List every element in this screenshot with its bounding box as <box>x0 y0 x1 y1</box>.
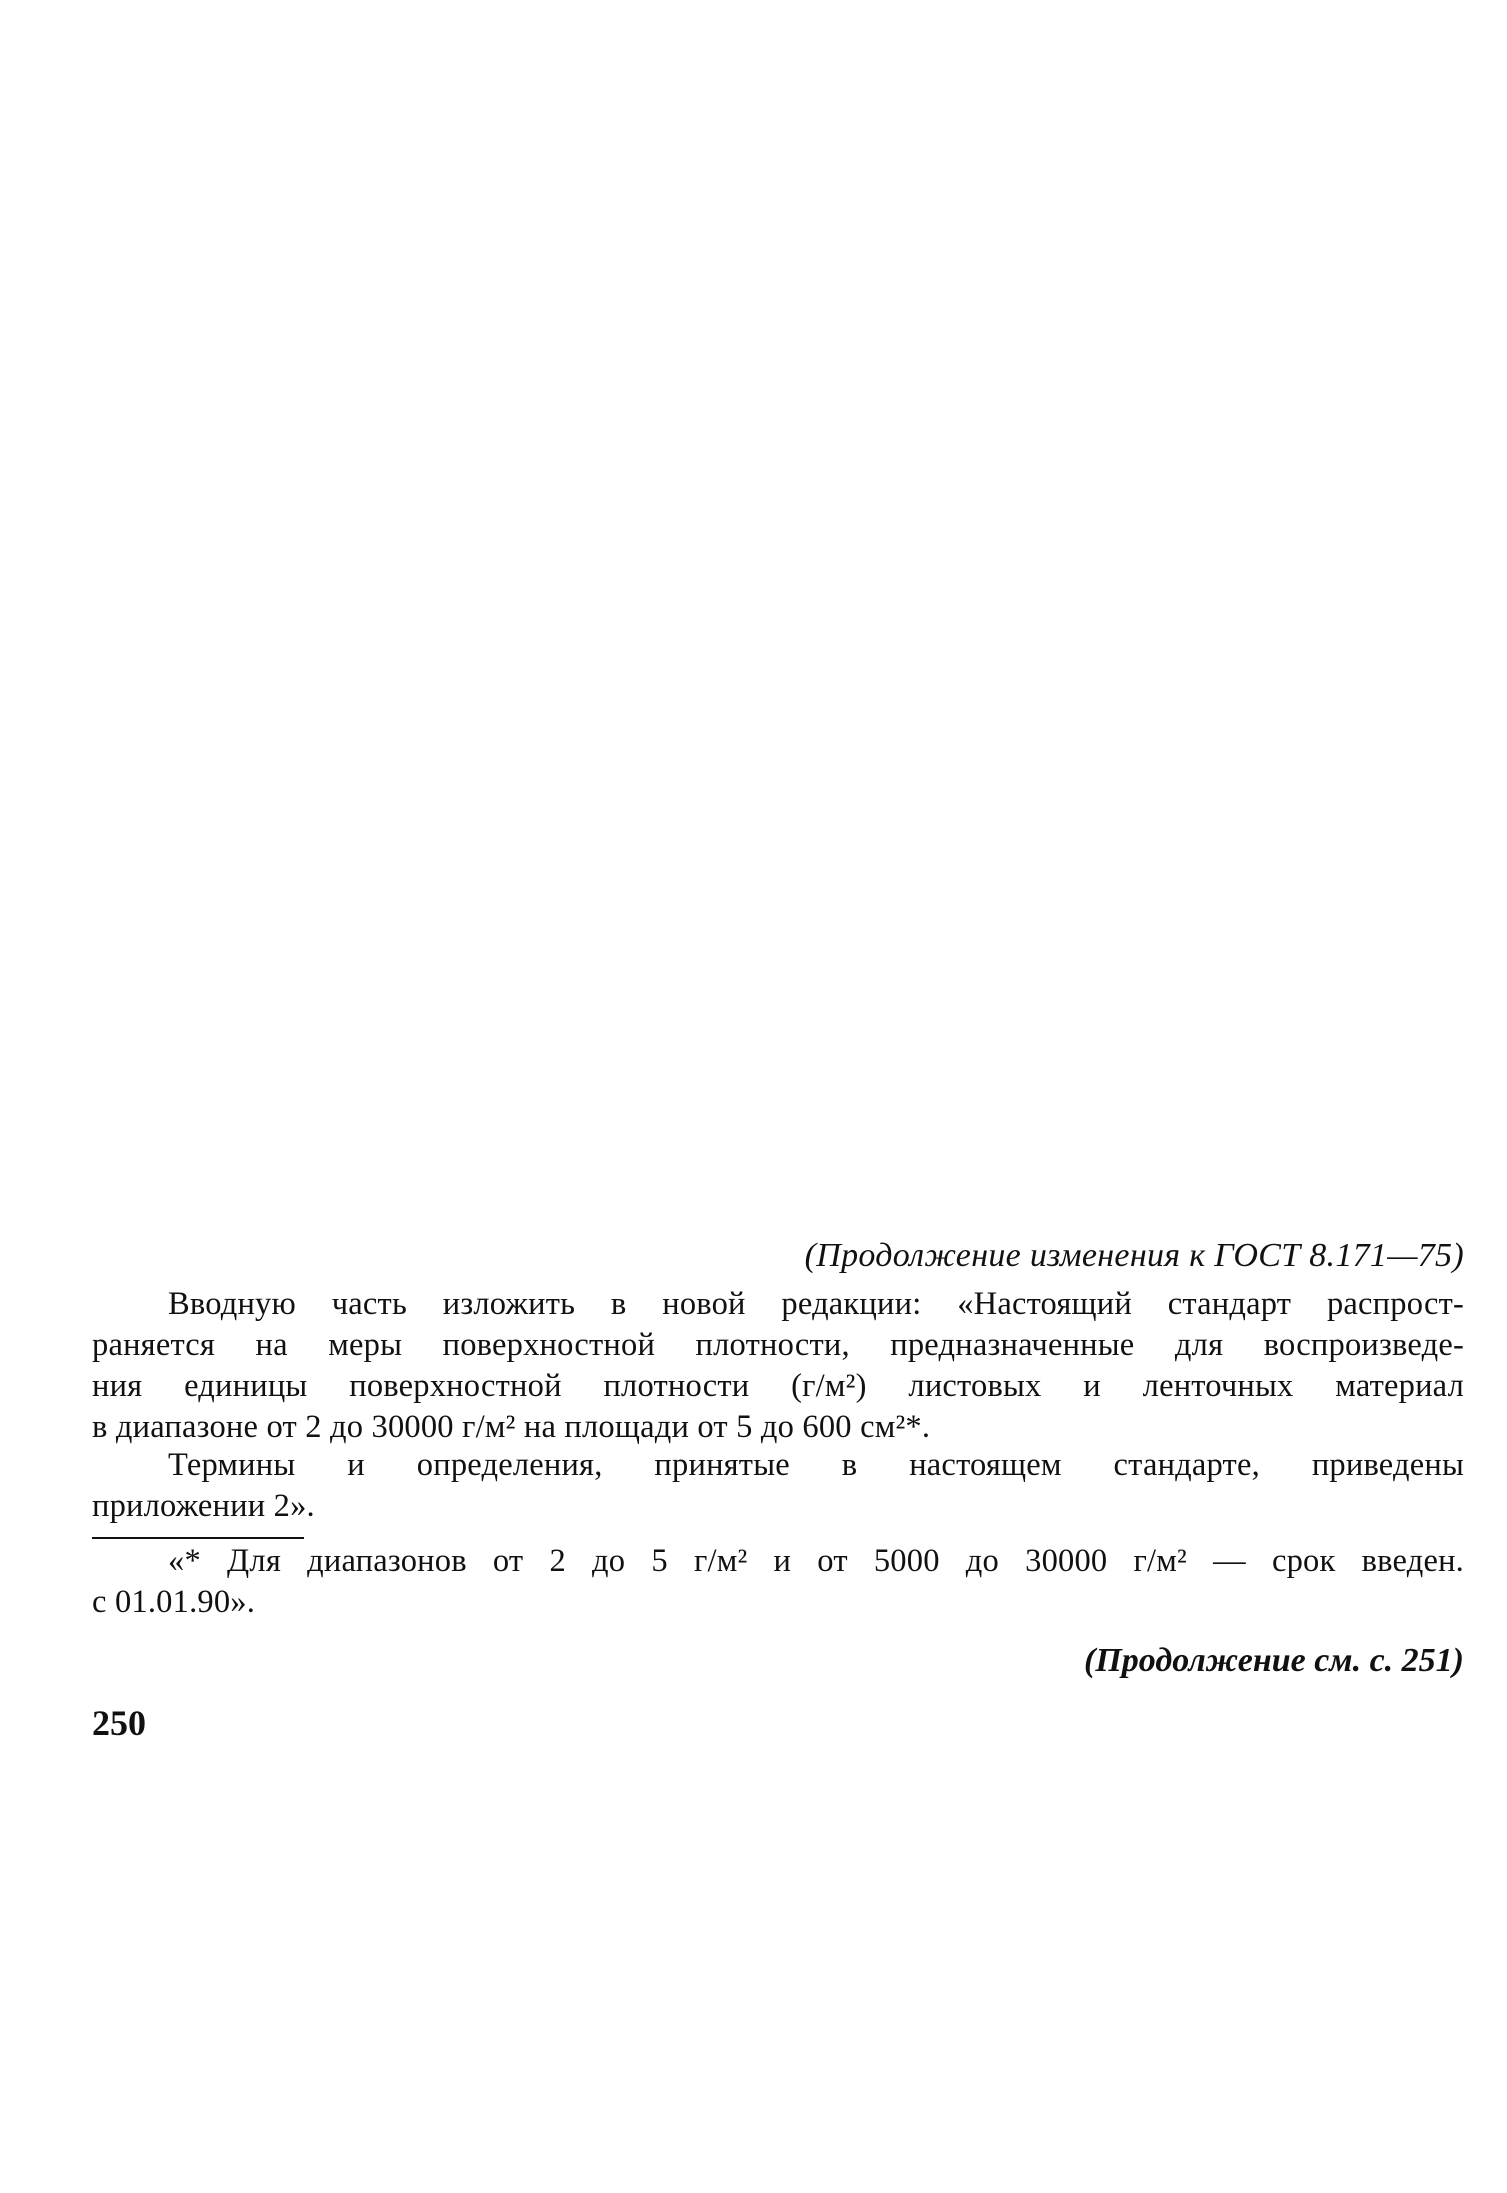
paragraph-introduction <box>92 1284 1464 1448</box>
paragraph-line: ния единицы поверхностной плотности (г/м²) листовых и ленточных материал <box>92 1368 1464 1404</box>
footnote <box>92 1541 1464 1623</box>
paragraph-line: Термины и определения, принятые в настоящем стандарте, приведены <box>168 1447 1464 1483</box>
footnote-divider <box>92 1537 304 1539</box>
footnote-line: «* Для диапазонов от 2 до 5 г/м² и от 5000 до 30000 г/м² — срок введен. <box>168 1543 1464 1579</box>
paragraph-terms <box>92 1445 1464 1527</box>
paragraph-line: раняется на меры поверхностной плотности, предназначенные для воспроизведе- <box>92 1327 1464 1363</box>
page-number: 250 <box>92 1703 146 1743</box>
paragraph-line: в диапазоне от 2 до 30000 г/м² на площади от 5 до 600 см²*. <box>92 1409 931 1445</box>
footnote-line: с 01.01.90». <box>92 1584 256 1620</box>
continuation-header: (Продолжение изменения к ГОСТ 8.171—75) <box>804 1237 1464 1274</box>
paragraph-line: приложении 2». <box>92 1488 315 1524</box>
paragraph-line: Вводную часть изложить в новой редакции: «Настоящий стандарт распрост- <box>168 1286 1464 1322</box>
continuation-footer: (Продолжение см. с. 251) <box>1084 1642 1464 1679</box>
